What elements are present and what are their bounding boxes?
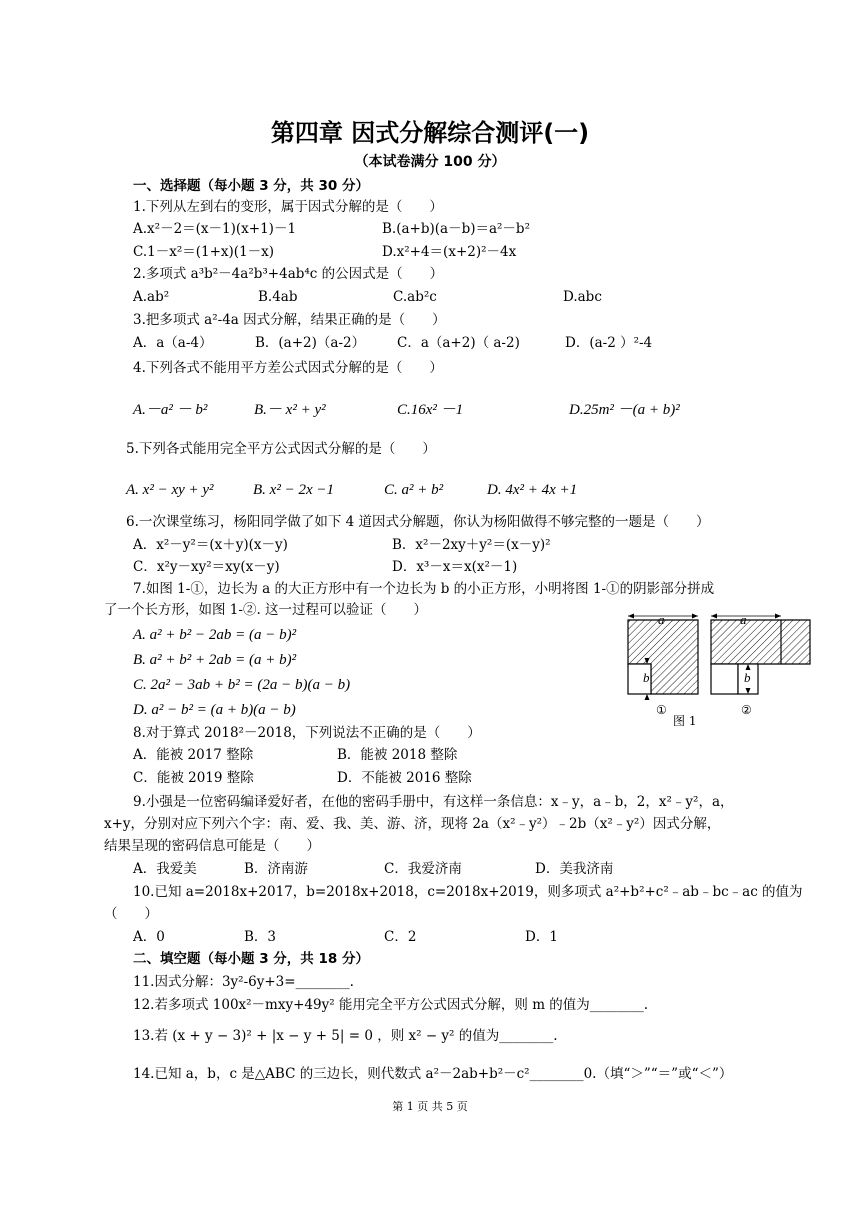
page-subtitle: （本试卷满分 100 分） (354, 154, 506, 170)
q3-stem: 3.把多项式 a²-4a 因式分解，结果正确的是（ ） (133, 312, 446, 328)
figure-1-label-a-left: a (658, 612, 665, 627)
q3-option-d: D．(a-2 ）²-4 (565, 335, 653, 351)
figure-1-label-b-right: b (744, 670, 751, 685)
q1-option-c: C.1－x²＝(1+x)(1－x) (133, 244, 275, 260)
q11-text: 11.因式分解：3y²-6y+3=________. (133, 974, 354, 990)
q4-option-a: A.－a² － b² (133, 402, 208, 418)
q12-text: 12.若多项式 100x²－mxy+49y² 能用完全平方公式因式分解，则 m 的值为________. (133, 997, 649, 1013)
q4-option-d: D.25m² －(a + b)² (569, 402, 680, 418)
q5-option-b: B. x² − 2x −1 (253, 482, 334, 498)
q3-option-a: A．a（a-4） (133, 335, 213, 351)
q8-option-d: D．不能被 2016 整除 (337, 770, 472, 786)
q10-option-b: B．3 (244, 929, 277, 945)
q10-stem-line1: 10.已知 a=2018x+2017，b=2018x+2018，c=2018x+2019，则多项式 a²+b²+c²﹣ab﹣bc﹣ac 的值为 (133, 884, 803, 900)
page-footer: 第 1 页 共 5 页 (392, 1100, 468, 1113)
figure-1-squares (624, 612, 816, 732)
q10-option-d: D．1 (525, 929, 558, 945)
q5-option-a: A. x² − xy + y² (126, 482, 214, 498)
figure-1-label-2: ② (741, 703, 752, 717)
q2-option-c: C.ab²c (393, 289, 437, 305)
q8-stem: 8.对于算式 2018²－2018，下列说法不正确的是（ ） (133, 725, 481, 741)
q3-option-b: B．(a+2)（a-2） (255, 335, 366, 351)
q6-option-d: D．x³－x＝x(x²－1) (392, 559, 518, 575)
q9-option-c: C．我爱济南 (384, 861, 462, 877)
q13-text: 13.若 (x + y − 3)² + |x − y + 5| = 0 ，则 x² − y² 的值为________. (133, 1028, 558, 1044)
q14-text: 14.已知 a，b，c 是△ABC 的三边长，则代数式 a²－2ab+b²－c²________0.（填“＞”“＝”或“＜”） (133, 1066, 733, 1082)
q7-stem-line1: 7.如图 1-①，边长为 a 的大正方形中有一个边长为 b 的小正方形，小明将图 1-①的阴影部分拼成 (133, 581, 715, 597)
figure-1-caption: 图 1 (673, 714, 697, 728)
q6-option-c: C．x²y－xy²＝xy(x－y) (133, 559, 280, 575)
q8-option-a: A．能被 2017 整除 (133, 747, 254, 763)
section-heading-choice: 一、选择题（每小题 3 分，共 30 分） (133, 178, 369, 194)
q2-option-a: A.ab² (133, 289, 170, 305)
q5-stem: 5.下列各式能用完全平方公式因式分解的是（ ） (126, 441, 436, 457)
q7-option-c: C. 2a² − 3ab + b² = (2a − b)(a − b) (133, 677, 351, 693)
q6-stem: 6.一次课堂练习，杨阳同学做了如下 4 道因式分解题，你认为杨阳做得不够完整的一题是（ ） (126, 514, 710, 530)
q1-option-a: A.x²－2＝(x－1)(x+1)－1 (133, 221, 297, 237)
q7-stem-line2: 了一个长方形，如图 1-②. 这一过程可以验证（ ） (104, 602, 428, 618)
q1-stem: 1.下列从左到右的变形，属于因式分解的是（ ） (133, 199, 443, 215)
q4-option-c: C.16x² －1 (397, 402, 464, 418)
q7-option-a: A. a² + b² − 2ab = (a − b)² (133, 627, 297, 643)
q5-option-d: D. 4x² + 4x +1 (487, 482, 578, 498)
figure-1-label-b-left: b (643, 670, 650, 685)
q7-option-b: B. a² + b² + 2ab = (a + b)² (133, 652, 297, 668)
q9-option-b: B．济南游 (244, 861, 308, 877)
figure-1-part-2 (711, 614, 810, 695)
q5-option-c: C. a² + b² (384, 482, 444, 498)
q3-option-c: C．a（a+2)（ a-2) (397, 335, 520, 351)
q8-option-b: B．能被 2018 整除 (337, 747, 458, 763)
q10-option-c: C．2 (384, 929, 417, 945)
q4-stem: 4.下列各式不能用平方差公式因式分解的是（ ） (133, 360, 443, 376)
figure-1-label-a-right: a (740, 612, 747, 627)
q10-stem-line2: （ ） (104, 906, 158, 922)
q9-option-d: D．美我济南 (535, 861, 614, 877)
q9-stem-line3: 结果呈现的密码信息可能是（ ） (104, 838, 320, 854)
q2-stem: 2.多项式 a³b²－4a²b³+4ab⁴c 的公因式是（ ） (133, 266, 444, 282)
q4-option-b: B.－ x² + y² (254, 402, 326, 418)
section-heading-fill: 二、填空题（每小题 3 分，共 18 分） (133, 951, 369, 967)
q1-option-d: D.x²+4＝(x+2)²－4x (382, 244, 517, 260)
q2-option-b: B.4ab (258, 289, 298, 305)
q8-option-c: C．能被 2019 整除 (133, 770, 254, 786)
q7-option-d: D. a² − b² = (a + b)(a − b) (133, 702, 296, 718)
q6-option-b: B．x²－2xy＋y²＝(x－y)² (392, 537, 551, 553)
q1-option-b: B.(a+b)(a－b)＝a²－b² (382, 221, 530, 237)
page-title: 第四章 因式分解综合测评(一) (270, 119, 590, 147)
q9-option-a: A．我爱美 (133, 861, 197, 877)
q6-option-a: A．x²－y²＝(x＋y)(x－y) (133, 537, 288, 553)
q2-option-d: D.abc (563, 289, 602, 305)
q9-stem-line2: x+y，分别对应下列六个字：南、爱、我、美、游、济，现将 2a（x²﹣y²）﹣2b（x²﹣y²）因式分解， (104, 816, 721, 832)
q9-stem-line1: 9.小强是一位密码编译爱好者，在他的密码手册中，有这样一条信息：x﹣y，a﹣b，2，x²﹣y²，a， (133, 794, 734, 810)
q10-option-a: A．0 (133, 929, 165, 945)
figure-1-label-1: ① (656, 703, 667, 717)
